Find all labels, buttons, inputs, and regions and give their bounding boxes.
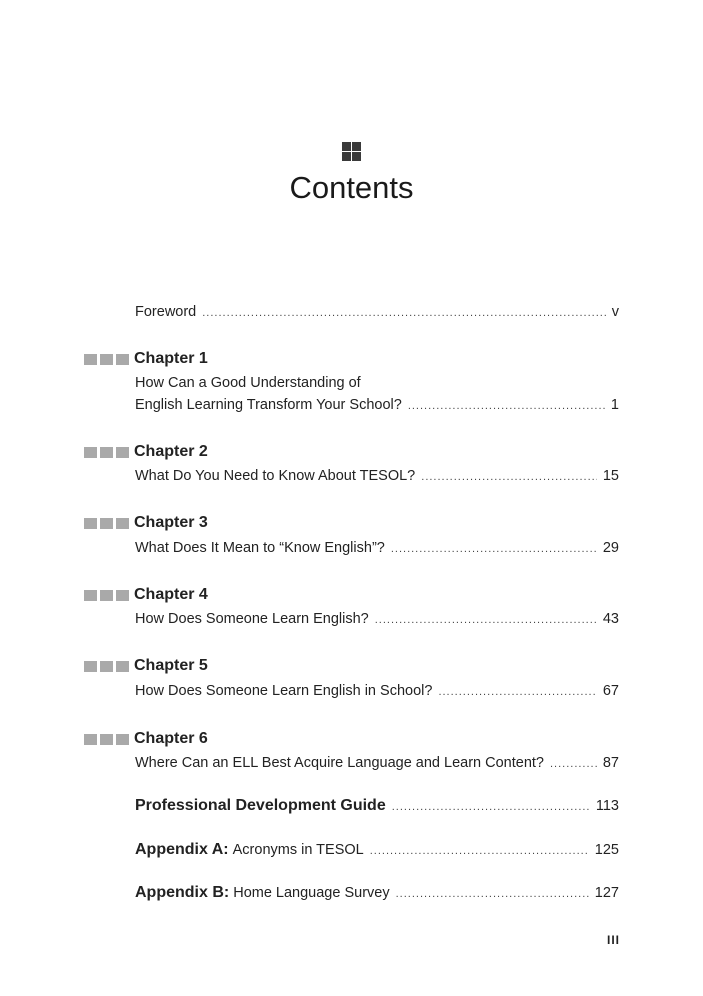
toc-page-number: 1	[610, 397, 619, 413]
four-squares-icon	[342, 142, 361, 161]
toc-entry-chapter-4[interactable]	[135, 609, 619, 630]
toc-entry-label: How Does Someone Learn English in School?	[135, 683, 433, 699]
toc-entry-foreword[interactable]	[135, 302, 619, 323]
chapter-heading-label: Chapter 4	[134, 586, 208, 603]
toc-page-number: 29	[602, 540, 619, 556]
toc-entry-chapter-1-line1[interactable]: How Can a Good Understanding of	[135, 375, 361, 391]
toc-page-number: 67	[602, 683, 619, 699]
toc-entry-label: What Does It Mean to “Know English”?	[135, 540, 385, 556]
toc-page-number: 113	[595, 798, 619, 814]
toc-entry-label: What Do You Need to Know About TESOL?	[135, 468, 416, 484]
toc-entry-prefix: Appendix B:	[135, 884, 230, 901]
chapter-marker-icon	[84, 734, 129, 745]
dot-leader	[438, 682, 596, 702]
dot-leader	[392, 797, 590, 817]
toc-entry-appendix-a[interactable]	[135, 840, 619, 861]
page-title: Contents	[289, 170, 414, 205]
chapter-marker-icon	[84, 661, 129, 672]
toc-entry-label: Professional Development Guide	[135, 797, 386, 814]
chapter-marker-icon	[84, 518, 129, 529]
dot-leader	[550, 754, 597, 774]
chapter-heading-3	[84, 513, 208, 533]
toc-entry-chapter-6[interactable]	[135, 753, 619, 774]
page-folio: III	[607, 933, 621, 947]
toc-entry-label: How Does Someone Learn English?	[135, 611, 369, 627]
chapter-heading-label: Chapter 1	[134, 350, 208, 367]
dot-leader	[375, 610, 597, 630]
toc-page-number: 15	[602, 468, 619, 484]
chapter-marker-icon	[84, 590, 129, 601]
chapter-heading-1	[84, 349, 208, 369]
chapter-heading-label: Chapter 3	[134, 514, 208, 531]
toc-page-number: v	[611, 304, 619, 320]
toc-entry-label: Home Language Survey	[233, 885, 390, 901]
toc-entry-prefix: Appendix A:	[135, 841, 229, 858]
toc-entry-chapter-5[interactable]	[135, 681, 619, 702]
chapter-heading-label: Chapter 6	[134, 730, 208, 747]
toc-entry-pd-guide[interactable]	[135, 796, 619, 817]
toc-entry-label: Where Can an ELL Best Acquire Language and Learn Content?	[135, 755, 544, 771]
chapter-heading-label: Chapter 5	[134, 657, 208, 674]
toc-entry-label: Foreword	[135, 304, 197, 320]
toc-entry-appendix-b[interactable]	[135, 883, 619, 904]
dot-leader	[202, 303, 606, 323]
chapter-marker-icon	[84, 447, 129, 458]
toc-entry-chapter-3[interactable]	[135, 538, 619, 559]
chapter-heading-4	[84, 585, 208, 605]
toc-entry-chapter-2[interactable]	[135, 466, 619, 487]
toc-page-number: 43	[602, 611, 619, 627]
toc-page-number: 87	[602, 755, 619, 771]
toc-entry-label: Acronyms in TESOL	[232, 842, 364, 858]
dot-leader	[408, 396, 605, 416]
chapter-heading-2	[84, 442, 208, 462]
chapter-marker-icon	[84, 354, 129, 365]
chapter-heading-5	[84, 656, 208, 676]
toc-entry-chapter-1[interactable]	[135, 395, 619, 416]
dot-leader	[421, 467, 597, 487]
toc-entry-label: English Learning Transform Your School?	[135, 397, 402, 413]
chapter-heading-label: Chapter 2	[134, 443, 208, 460]
chapter-heading-6	[84, 729, 208, 749]
dot-leader	[396, 884, 589, 904]
dot-leader	[391, 539, 597, 559]
toc-page-number: 127	[594, 885, 619, 901]
toc-page-number: 125	[594, 842, 619, 858]
dot-leader	[370, 841, 589, 861]
